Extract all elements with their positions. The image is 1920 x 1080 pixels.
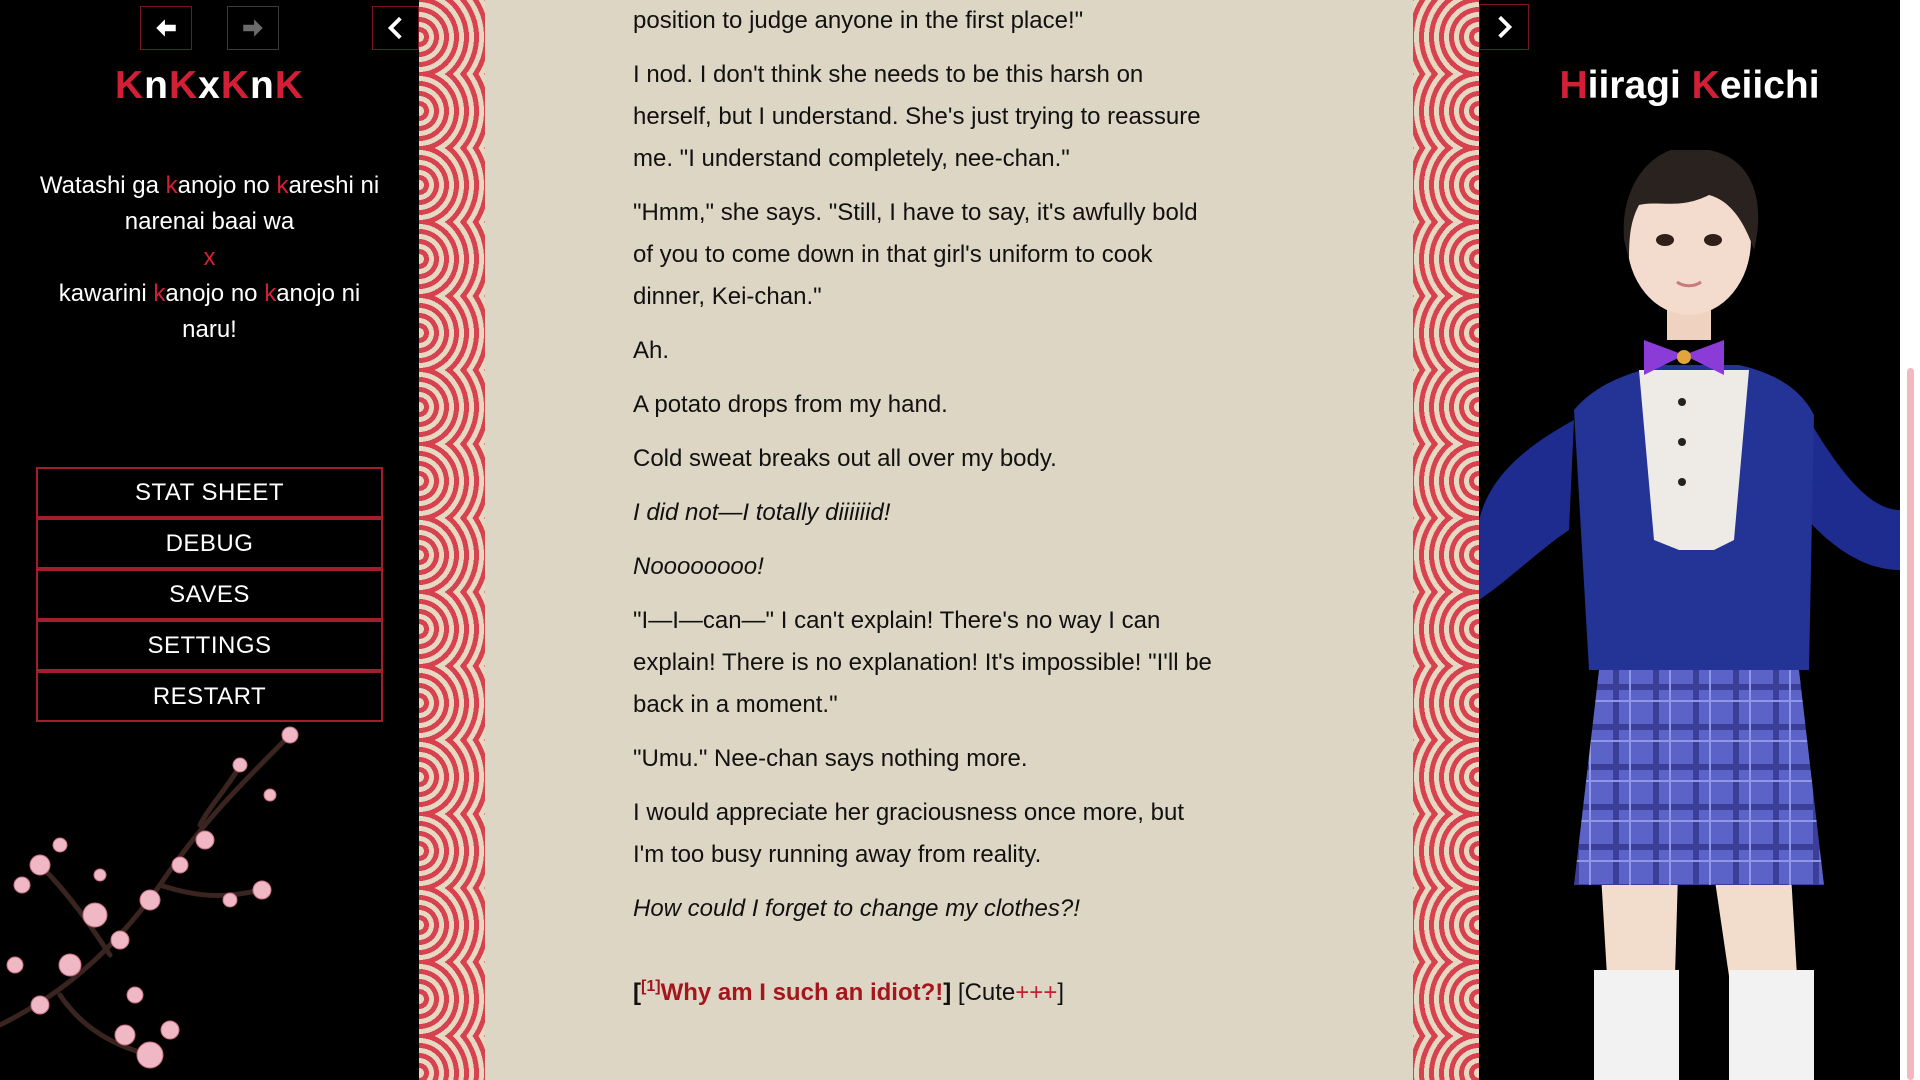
sidebar-menu <box>36 467 383 722</box>
story-title <box>0 64 419 108</box>
wave-border-right <box>1413 0 1479 1080</box>
subtitle-line-2 <box>30 276 389 348</box>
title-letter: K <box>114 64 145 107</box>
subtitle-text: kawarini <box>58 280 154 307</box>
choice-bracket: ] <box>943 979 952 1006</box>
scrollbar[interactable] <box>1900 0 1920 1080</box>
choice-link[interactable] <box>641 979 943 1006</box>
passage-text <box>633 0 1213 1026</box>
passage-paragraph: A potato drops from my hand. <box>633 391 948 418</box>
passage-paragraph: How could I forget to change my clothes?! <box>633 895 1080 922</box>
passage-paragraph: I did not—I totally diiiiiid! <box>633 499 891 526</box>
character-name <box>1479 64 1900 108</box>
history-forward-button[interactable] <box>227 6 279 50</box>
choice-hotkey: [1] <box>641 978 661 995</box>
choice-effect-plus: +++ <box>1015 979 1058 1006</box>
passage-paragraph: position to judge anyone in the first place!" <box>633 7 1084 34</box>
passage-paragraph: Noooooooo! <box>633 553 764 580</box>
left-sidebar <box>0 0 419 1080</box>
wave-border-left <box>419 0 485 1080</box>
subtitle-text: k <box>165 172 178 199</box>
choice-line <box>633 972 1213 1014</box>
passage-paragraph: I would appreciate her graciousness once more, but I'm too busy running away from reality. <box>633 799 1184 868</box>
passage-paragraph: Ah. <box>633 337 670 364</box>
subtitle-text: Watashi ga <box>39 172 166 199</box>
title-letter: K <box>274 64 305 107</box>
title-letter: n <box>144 64 169 107</box>
restart-button[interactable]: RESTART <box>36 671 383 722</box>
title-letter: K <box>220 64 251 107</box>
debug-button[interactable]: DEBUG <box>36 518 383 569</box>
passage-paragraph: Cold sweat breaks out all over my body. <box>633 445 1057 472</box>
title-letter: K <box>168 64 199 107</box>
name-letter: K <box>1691 64 1720 107</box>
subtitle-text: anojo no <box>177 172 277 199</box>
subtitle-text: anojo no <box>165 280 265 307</box>
arrow-left-icon <box>153 15 179 41</box>
subtitle-text: anojo ni naru! <box>182 280 361 343</box>
choice-bracket: [ <box>633 979 641 1006</box>
passage-paragraph: "Hmm," she says. "Still, I have to say, it's awfully bold of you to come down in that girl's uniform to cook dinner, Kei-chan." <box>633 199 1198 310</box>
settings-button[interactable]: SETTINGS <box>36 620 383 671</box>
passage-paragraph: "Umu." Nee-chan says nothing more. <box>633 745 1028 772</box>
history-back-button[interactable] <box>140 6 192 50</box>
choice-label: Why am I such an idiot?! <box>660 979 944 1006</box>
chevron-right-icon <box>1491 14 1517 40</box>
choice-effect: ] <box>1057 979 1064 1006</box>
saves-button[interactable]: SAVES <box>36 569 383 620</box>
scrollbar-thumb[interactable] <box>1907 368 1914 1080</box>
title-letter: n <box>250 64 275 107</box>
subtitle-text: k <box>276 172 289 199</box>
subtitle-text: areshi ni narenai baai wa <box>124 172 380 235</box>
character-panel <box>1479 0 1900 1080</box>
subtitle-line-1 <box>30 168 389 240</box>
arrow-right-icon <box>240 15 266 41</box>
choice-effect: [Cute <box>951 979 1016 1006</box>
subtitle-separator: x <box>203 244 216 271</box>
cherry-blossom-decoration <box>0 725 310 1080</box>
name-text: iiragi <box>1587 64 1692 107</box>
sidebar-toggle-right-button[interactable] <box>1479 4 1529 50</box>
sidebar-toggle-left-button[interactable] <box>372 6 419 50</box>
story-area <box>419 0 1479 1080</box>
name-letter: H <box>1559 64 1588 107</box>
subtitle-text: k <box>153 280 166 307</box>
story-subtitle <box>30 168 389 348</box>
chevron-left-icon <box>383 15 409 41</box>
name-text: eiichi <box>1719 64 1820 107</box>
character-portrait <box>1479 150 1900 1080</box>
passage-paragraph: "I—I—can—" I can't explain! There's no way I can explain! There is no explanation! It's impossible! "I'll be back in a moment." <box>633 607 1212 718</box>
passage-paragraph: I nod. I don't think she needs to be this harsh on herself, but I understand. She's just trying to reassure me. "I understand completely, nee-chan." <box>633 61 1201 172</box>
title-letter: x <box>198 64 221 107</box>
subtitle-text: k <box>264 280 277 307</box>
stat-sheet-button[interactable]: STAT SHEET <box>36 467 383 518</box>
